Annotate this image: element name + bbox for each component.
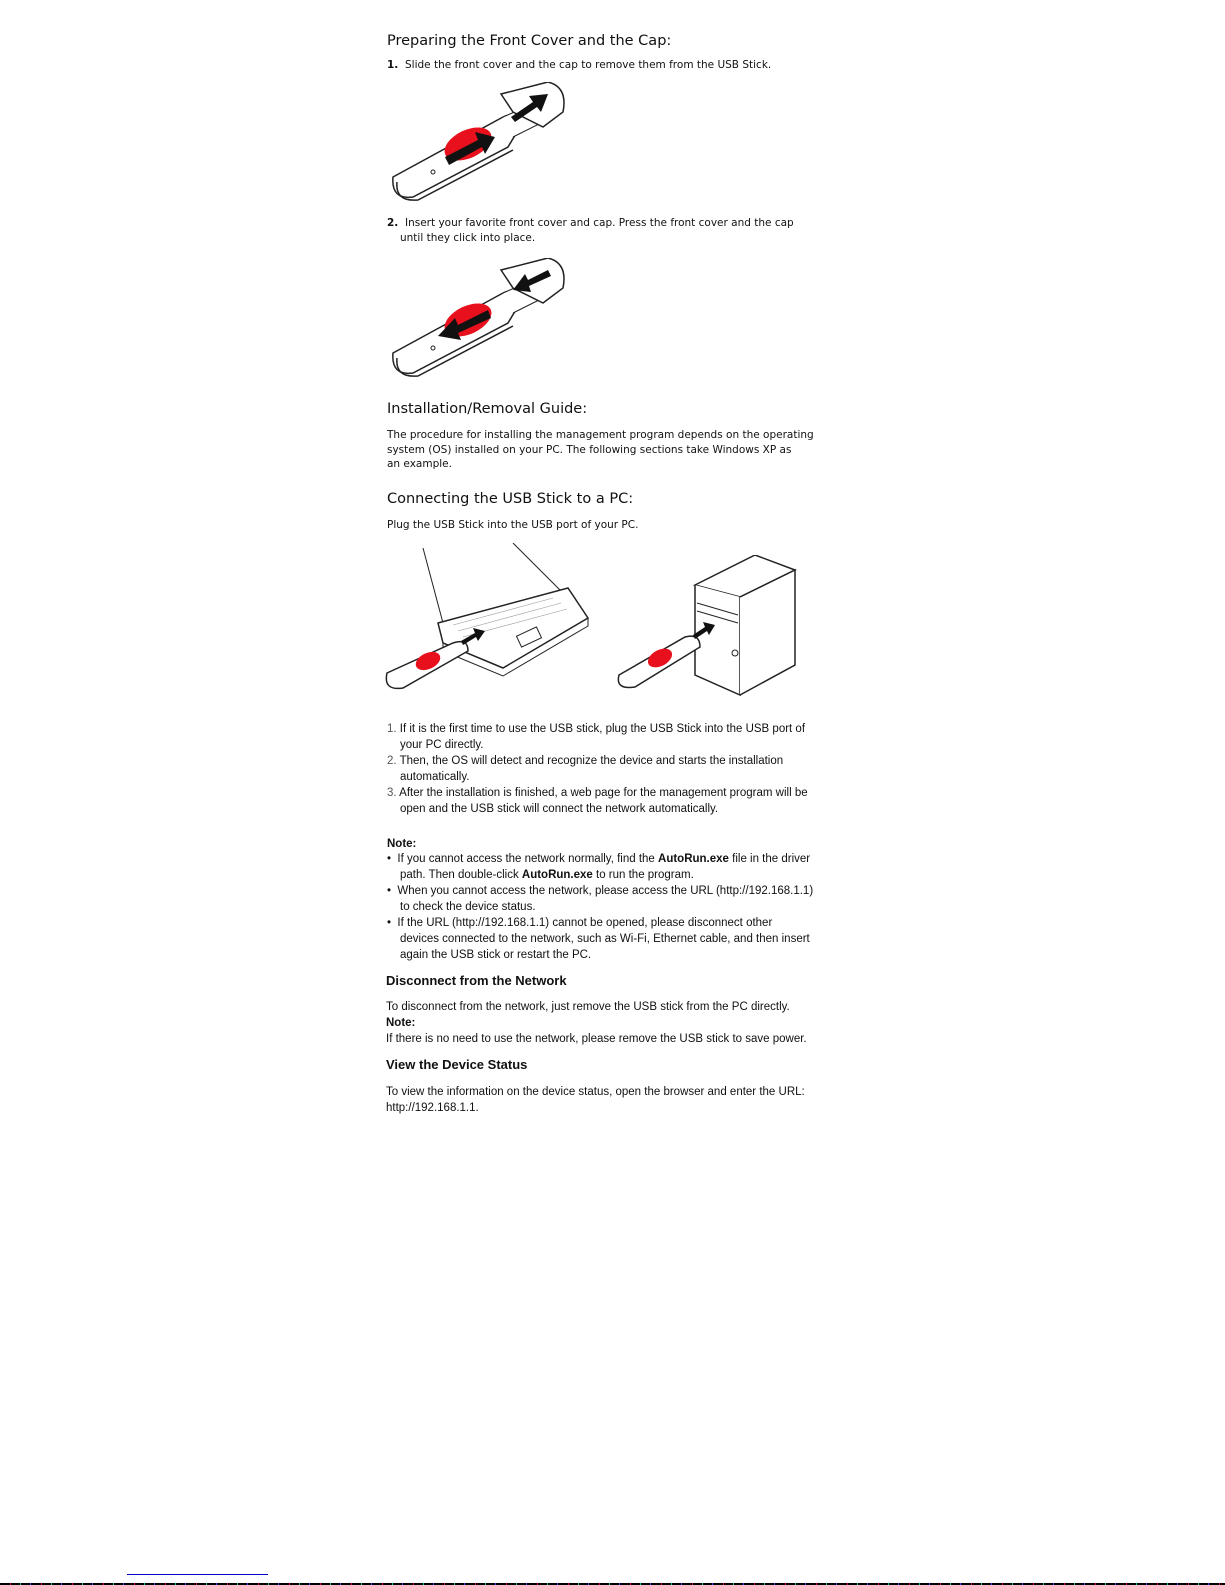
disconnect-note: If there is no need to use the network, please remove the USB stick to save power. [386, 1033, 807, 1045]
laptop-connection-illustration [383, 543, 593, 695]
heading-disconnect: Disconnect from the Network [386, 973, 567, 988]
note-bullet-2-continued: to check the device status. [400, 901, 536, 913]
desktop-connection-illustration [615, 555, 800, 697]
installation-text-line-2: system (OS) installed on your PC. The following sections take Windows XP as [387, 444, 792, 456]
disconnect-text: To disconnect from the network, just remove the USB stick from the PC directly. [386, 1001, 790, 1013]
connect-step-2: 2. Then, the OS will detect and recognize the device and starts the installation [387, 755, 784, 767]
heading-installation-guide: Installation/Removal Guide: [387, 401, 588, 417]
note-bullet-3-line-3: again the USB stick or restart the PC. [400, 949, 592, 961]
note-bullet-2: • When you cannot access the network, please access the URL (http://192.168.1.1) [387, 885, 814, 897]
connect-step-1: 1. If it is the first time to use the USB stick, plug the USB Stick into the USB port of [387, 723, 806, 735]
heading-preparing-cover: Preparing the Front Cover and the Cap: [387, 33, 672, 49]
connecting-intro: Plug the USB Stick into the USB port of your PC. [387, 519, 639, 531]
installation-text-line-1: The procedure for installing the management program depends on the operating [387, 429, 814, 441]
connect-step-3: 3. After the installation is finished, a web page for the management program will be [387, 787, 808, 799]
view-status-line-1: To view the information on the device status, open the browser and enter the URL: [386, 1086, 805, 1098]
connect-step-1-continued: your PC directly. [400, 739, 484, 751]
heading-view-status: View the Device Status [386, 1057, 528, 1072]
note-bullet-1-continued: path. Then double-click AutoRun.exe to run the program. [400, 869, 694, 881]
usb-remove-cover-illustration [383, 82, 573, 202]
installation-text-line-3: an example. [387, 458, 452, 470]
note-bullet-3-line-2: devices connected to the network, such as Wi-Fi, Ethernet cable, and then insert [400, 933, 810, 945]
step-2-continued: until they click into place. [400, 232, 536, 244]
view-status-line-2: http://192.168.1.1. [386, 1102, 479, 1114]
step-2: 2. Insert your favorite front cover and cap. Press the front cover and the cap [387, 217, 794, 229]
disconnect-note-label: Note: [386, 1017, 416, 1029]
connect-step-2-continued: automatically. [400, 771, 470, 783]
step-1: 1. Slide the front cover and the cap to remove them from the USB Stick. [387, 59, 772, 71]
note-label: Note: [387, 838, 417, 850]
usb-insert-cover-illustration [383, 258, 573, 380]
note-bullet-3: • If the URL (http://192.168.1.1) cannot be opened, please disconnect other [387, 917, 773, 929]
connect-step-3-continued: open and the USB stick will connect the network automatically. [400, 803, 719, 815]
heading-connecting: Connecting the USB Stick to a PC: [387, 491, 634, 507]
footnote-separator [127, 1574, 268, 1575]
note-bullet-1: • If you cannot access the network normally, find the AutoRun.exe file in the driver [387, 853, 811, 865]
